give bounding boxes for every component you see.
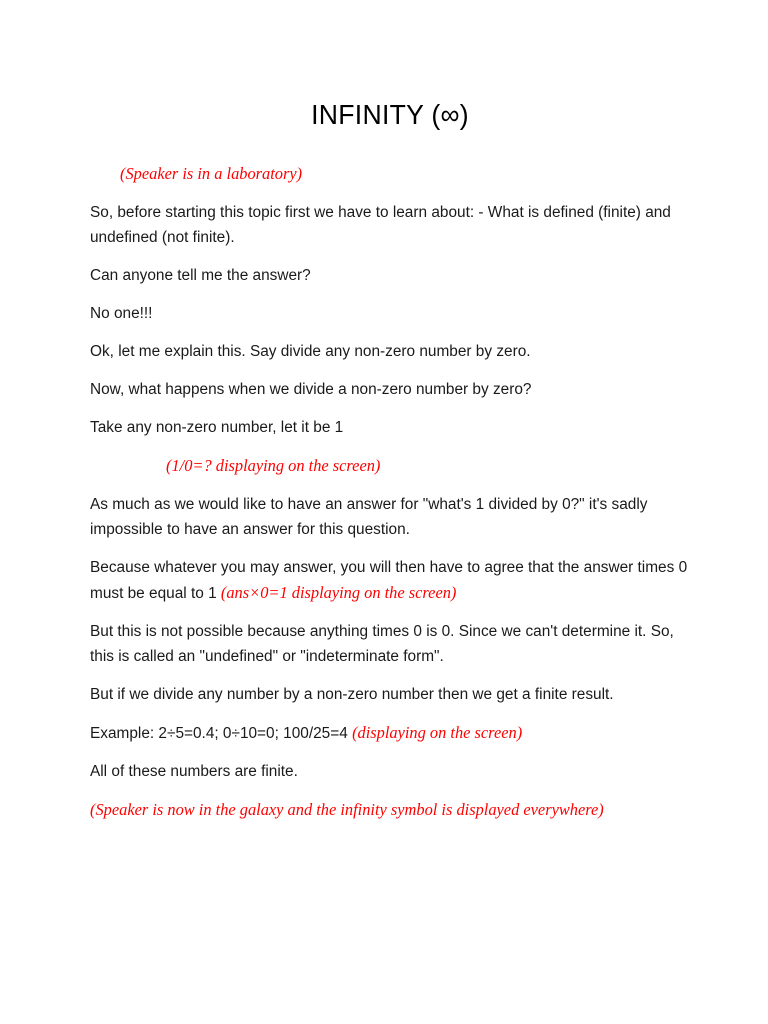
stage-note-text: (Speaker is in a laboratory) [120,164,303,183]
stage-note-screen-one-over-zero [90,453,690,479]
stage-note-text: (1/0=? displaying on the screen) [166,456,381,475]
paragraph-impossible: As much as we would like to have an answer for "what's 1 divided by 0?" it's sadly impossible to have an answer for this question. [90,496,648,538]
paragraph-explain: Ok, let me explain this. Say divide any non-zero number by zero. [90,343,531,360]
stage-note-inline: (displaying on the screen) [352,723,523,742]
paragraph-text: Example: 2÷5=0.4; 0÷10=0; 100/25=4 [90,725,353,742]
paragraph-whatever-answer [90,555,690,606]
paragraph-what-happens: Now, what happens when we divide a non-zero number by zero? [90,381,532,398]
paragraph-no-one: No one!!! [90,305,153,322]
stage-note-laboratory [90,161,690,187]
paragraph-finite-result: But if we divide any number by a non-zero number then we get a finite result. [90,686,614,703]
document-body [90,95,690,836]
paragraph-question: Can anyone tell me the answer? [90,267,311,284]
paragraph-undefined-form: But this is not possible because anything times 0 is 0. Since we can't determine it. So, this is called an "undefined" or "indeterminate form". [90,623,674,665]
paragraph-example [90,720,690,746]
paragraph-all-finite: All of these numbers are finite. [90,763,298,780]
stage-note-galaxy [90,797,690,823]
stage-note-text: (Speaker is now in the galaxy and the infinity symbol is displayed everywhere) [90,800,604,819]
paragraph-take-number: Take any non-zero number, let it be 1 [90,419,344,436]
paragraph-defined-undefined: So, before starting this topic first we have to learn about: - What is defined (finite) and undefined (not finite). [90,204,671,246]
document-title: INFINITY (∞) [311,99,469,130]
paragraph-text: Because whatever you may answer, you will then have to agree that the answer times 0 must be equal to 1 [90,559,688,602]
stage-note-inline: (ans×0=1 displaying on the screen) [220,583,457,602]
